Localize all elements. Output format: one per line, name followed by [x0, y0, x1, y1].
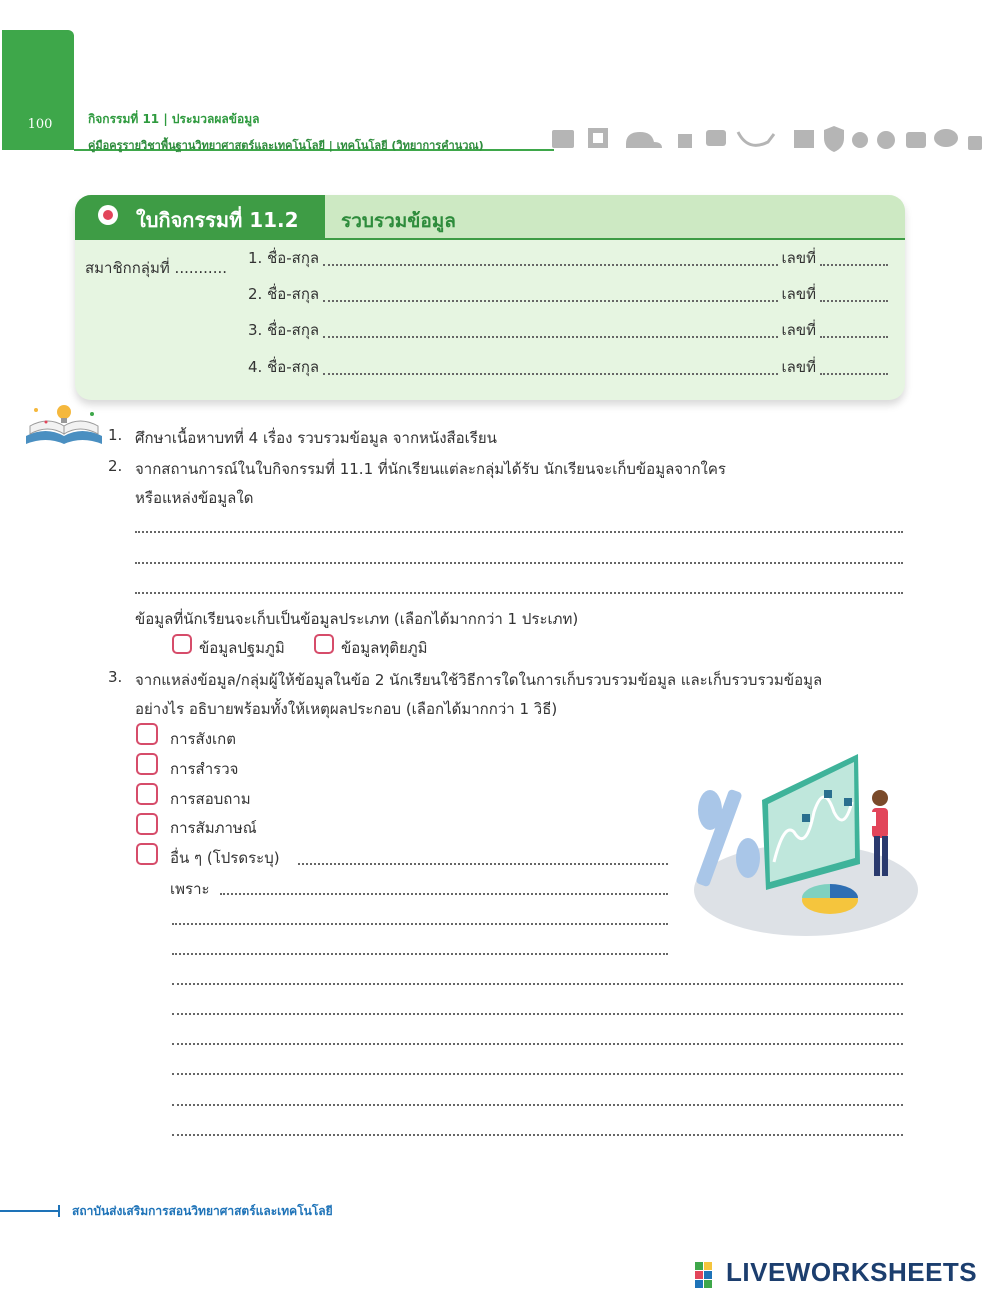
secondary-data-label: ข้อมูลทุติยภูมิ	[341, 639, 428, 657]
q2-number: 2.	[108, 457, 123, 475]
device-icon	[552, 130, 574, 148]
liveworksheets-brand[interactable]: LIVEWORKSHEETS	[726, 1257, 978, 1287]
member-number-label: เลขที่	[781, 285, 816, 303]
cloud-icon	[626, 132, 662, 148]
member-row-4	[248, 357, 888, 379]
reason-line[interactable]	[172, 1073, 903, 1075]
chat-icon	[706, 130, 726, 146]
activity-title-rule	[75, 238, 905, 240]
observation-label: การสังเกต	[170, 730, 236, 748]
because-label: เพราะ	[170, 880, 210, 898]
reason-line[interactable]	[172, 1043, 903, 1045]
footer-rule	[0, 1210, 60, 1212]
clock-icon	[877, 131, 895, 149]
member-number-label: เลขที่	[781, 358, 816, 376]
member-number-label: เลขที่	[781, 321, 816, 339]
reason-line[interactable]	[172, 983, 903, 985]
reason-line[interactable]	[220, 893, 668, 895]
book-title: คู่มือครูรายวิชาพื้นฐานวิทยาศาสตร์และเทคโนโลยี | เทคโนโลยี (วิทยาการคำนวณ)	[88, 139, 484, 152]
questionnaire-checkbox[interactable]	[136, 783, 158, 805]
member-number-field[interactable]	[820, 264, 888, 266]
group-number-field[interactable]: สมาชิกกลุ่มที่ ...........	[85, 259, 227, 277]
liveworksheets-logo-icon	[695, 1260, 721, 1288]
q1-text: ศึกษาเนื้อหาบทที่ 4 เรื่อง รวบรวมข้อมูล จากหนังสือเรียน	[135, 429, 497, 447]
data-analysis-illustration	[690, 750, 922, 940]
reason-line[interactable]	[172, 1013, 903, 1015]
reason-line[interactable]	[172, 923, 668, 925]
secondary-data-checkbox[interactable]	[314, 634, 334, 654]
member-name-field[interactable]	[323, 300, 777, 302]
reason-line[interactable]	[172, 1104, 903, 1106]
questionnaire-label: การสอบถาม	[170, 790, 251, 808]
member-number-label: เลขที่	[781, 249, 816, 267]
primary-data-checkbox[interactable]	[172, 634, 192, 654]
q2-text-line-2: หรือแหล่งข้อมูลใด	[135, 489, 254, 507]
lock-icon	[968, 136, 982, 150]
lightbulb-icon	[57, 405, 71, 419]
q3-text-line-2: อย่างไร อธิบายพร้อมทั้งให้เหตุผลประกอบ (เลือกได้มากกว่า 1 วิธี)	[135, 700, 558, 718]
primary-data-label: ข้อมูลปฐมภูมิ	[199, 639, 285, 657]
member-row-2	[248, 284, 888, 306]
member-name-field[interactable]	[323, 264, 777, 266]
q2-type-prompt: ข้อมูลที่นักเรียนจะเก็บเป็นข้อมูลประเภท (เลือกได้มากกว่า 1 ประเภท)	[135, 610, 579, 628]
reason-line[interactable]	[172, 1134, 903, 1136]
footer-tick	[58, 1205, 60, 1217]
page-number: 100	[27, 117, 53, 132]
phone-icon	[852, 132, 868, 148]
answer-line[interactable]	[135, 562, 903, 564]
member-name-field[interactable]	[323, 373, 777, 375]
interview-label: การสัมภาษณ์	[170, 819, 257, 837]
map-icon	[794, 130, 814, 148]
member-name-field[interactable]	[323, 336, 777, 338]
activity-subtitle: รวบรวมข้อมูล	[341, 210, 456, 232]
link-icon	[738, 132, 774, 145]
member-number-field[interactable]	[820, 373, 888, 375]
member-name-label: 2. ชื่อ-สกุล	[248, 285, 320, 303]
box-icon	[678, 134, 692, 148]
other-label: อื่น ๆ (โปรดระบุ)	[170, 849, 280, 867]
interview-checkbox[interactable]	[136, 813, 158, 835]
member-name-label: 4. ชื่อ-สกุล	[248, 358, 320, 376]
member-row-3	[248, 320, 888, 342]
member-number-field[interactable]	[820, 300, 888, 302]
observation-checkbox[interactable]	[136, 723, 158, 745]
technology-icons-strip	[548, 122, 990, 154]
member-name-label: 1. ชื่อ-สกุล	[248, 249, 320, 267]
activity-reference: กิจกรรมที่ 11 | ประมวลผลข้อมูล	[88, 112, 260, 126]
bubble-icon	[934, 129, 958, 147]
open-book-icon	[22, 402, 108, 452]
other-specify-field[interactable]	[298, 863, 668, 865]
member-number-field[interactable]	[820, 336, 888, 338]
survey-label: การสำรวจ	[170, 760, 239, 778]
cycle-icon	[588, 128, 608, 148]
q3-text-line-1: จากแหล่งข้อมูล/กลุ่มผู้ให้ข้อมูลในข้อ 2 นักเรียนใช้วิธีการใดในการเก็บรวบรวมข้อมูล และเก็บรวบรวมข้อมูล	[135, 671, 823, 689]
activity-title: ใบกิจกรรมที่ 11.2	[136, 208, 299, 232]
institute-name: สถาบันส่งเสริมการสอนวิทยาศาสตร์และเทคโนโลยี	[72, 1204, 333, 1218]
page-tab	[2, 30, 74, 150]
member-row-1	[248, 248, 888, 270]
q2-text-line-1: จากสถานการณ์ในใบกิจกรรมที่ 11.1 ที่นักเรียนแต่ละกลุ่มได้รับ นักเรียนจะเก็บข้อมูลจากใคร	[135, 460, 726, 478]
reason-line[interactable]	[172, 953, 668, 955]
shield-icon	[824, 126, 844, 152]
card-icon	[906, 132, 926, 148]
q3-number: 3.	[108, 668, 123, 686]
survey-checkbox[interactable]	[136, 753, 158, 775]
q1-number: 1.	[108, 426, 123, 444]
other-checkbox[interactable]	[136, 843, 158, 865]
answer-line[interactable]	[135, 592, 903, 594]
pie-chart-icon	[802, 884, 858, 914]
bullet-icon-inner	[103, 210, 113, 220]
member-name-label: 3. ชื่อ-สกุล	[248, 321, 320, 339]
answer-line[interactable]	[135, 531, 903, 533]
